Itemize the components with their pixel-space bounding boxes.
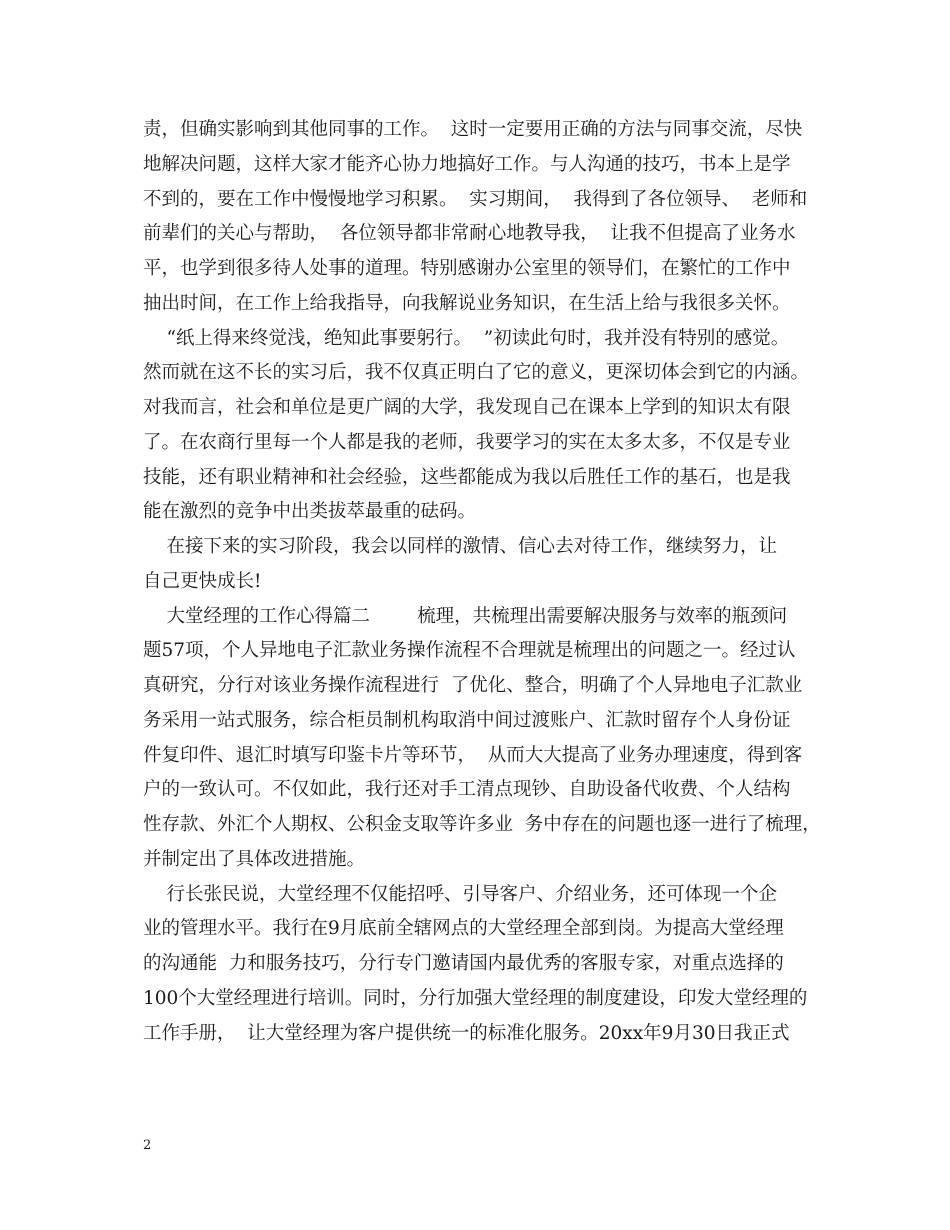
page-number: 2: [143, 1138, 152, 1153]
text-line: 的沟通能 力和服务技巧，分行专门邀请国内最优秀的客服专家，对重点选择的: [143, 953, 784, 974]
text-line: 抽出时间，在工作上给我指导，向我解说业务知识，在生活上给与我很多关怀。: [143, 292, 791, 314]
text-line: 真研究，分行对该业务操作流程进行 了优化、整合，明确了个人异地电子汇款业: [143, 675, 803, 696]
text-line: 在接下来的实习阶段，我会以同样的激情、信心去对待工作，继续努力，让: [143, 536, 778, 557]
text-line: 平，也学到很多待人处事的道理。特别感谢办公室里的领导们，在繁忙的工作中: [143, 258, 791, 279]
text-line: 业的管理水平。我行在9月底前全辖网点的大堂经理全部到岗。为提高大堂经理: [143, 918, 784, 940]
text-line: 户的一致认可。不仅如此，我行还对手工清点现钞、自助设备代收费、个人结构: [143, 779, 791, 801]
text-line: 并制定出了具体改进措施。: [143, 848, 366, 870]
text-line: 然而就在这不长的实习后，我不仅真正明白了它的意义，更深切体会到它的内涵。: [143, 362, 810, 384]
text-line: 能在激烈的竞争中出类拔萃最重的砝码。: [143, 501, 477, 523]
text-line: 务采用一站式服务，综合柜员制机构取消中间过渡账户、汇款时留存个人身份证: [143, 709, 791, 731]
text-line: 题57项，个人异地电子汇款业务操作流程不合理就是梳理出的问题之一。经过认: [143, 640, 796, 662]
text-line: 工作手册， 让大堂经理为客户提供统一的标准化服务。20xx年9月30日我正式: [143, 1022, 790, 1044]
text-line: 地解决问题，这样大家才能齐心协力地搞好工作。与人沟通的技巧，书本上是学: [143, 153, 791, 175]
text-line: 技能，还有职业精神和社会经验，这些都能成为我以后胜任工作的基石，也是我: [143, 466, 791, 488]
text-line: 行长张民说，大堂经理不仅能招呼、引导客户、介绍业务，还可体现一个企: [143, 883, 778, 905]
text-line: 对我而言，社会和单位是更广阔的大学，我发现自己在课本上学到的知识太有限: [143, 397, 791, 418]
text-line: 性存款、外汇个人期权、公积金支取等许多业 务中存在的问题也逐一进行了梳理，: [143, 814, 821, 835]
text-line: 不到的，要在工作中慢慢地学习积累。 实习期间， 我得到了各位领导、 老师和: [143, 188, 808, 210]
text-line: 责，但确实影响到其他同事的工作。 这时一定要用正确的方法与同事交流，尽快: [143, 119, 803, 140]
text-line: 了。在农商行里每一个人都是我的老师，我要学习的实在太多太多，不仅是专业: [143, 431, 791, 453]
text-line: “纸上得来终觉浅，绝知此事要躬行。 ”初读此句时，我并没有特别的感觉。: [143, 327, 790, 349]
body-text: [143, 113, 823, 1051]
text-line: 自己更快成长!: [143, 570, 262, 592]
text-line: 件复印件、退汇时填写印鉴卡片等环节， 从而大大提高了业务办理速度，得到客: [143, 744, 803, 766]
text-line: 大堂经理的工作心得篇二 梳理，共梳理出需要解决服务与效率的瓶颈问: [143, 605, 788, 627]
text-line: 100个大堂经理进行培训。同时，分行加强大堂经理的制度建设，印发大堂经理的: [143, 987, 808, 1009]
text-line: 前辈们的关心与帮助， 各位领导都非常耐心地教导我， 让我不但提高了业务水: [143, 223, 796, 245]
